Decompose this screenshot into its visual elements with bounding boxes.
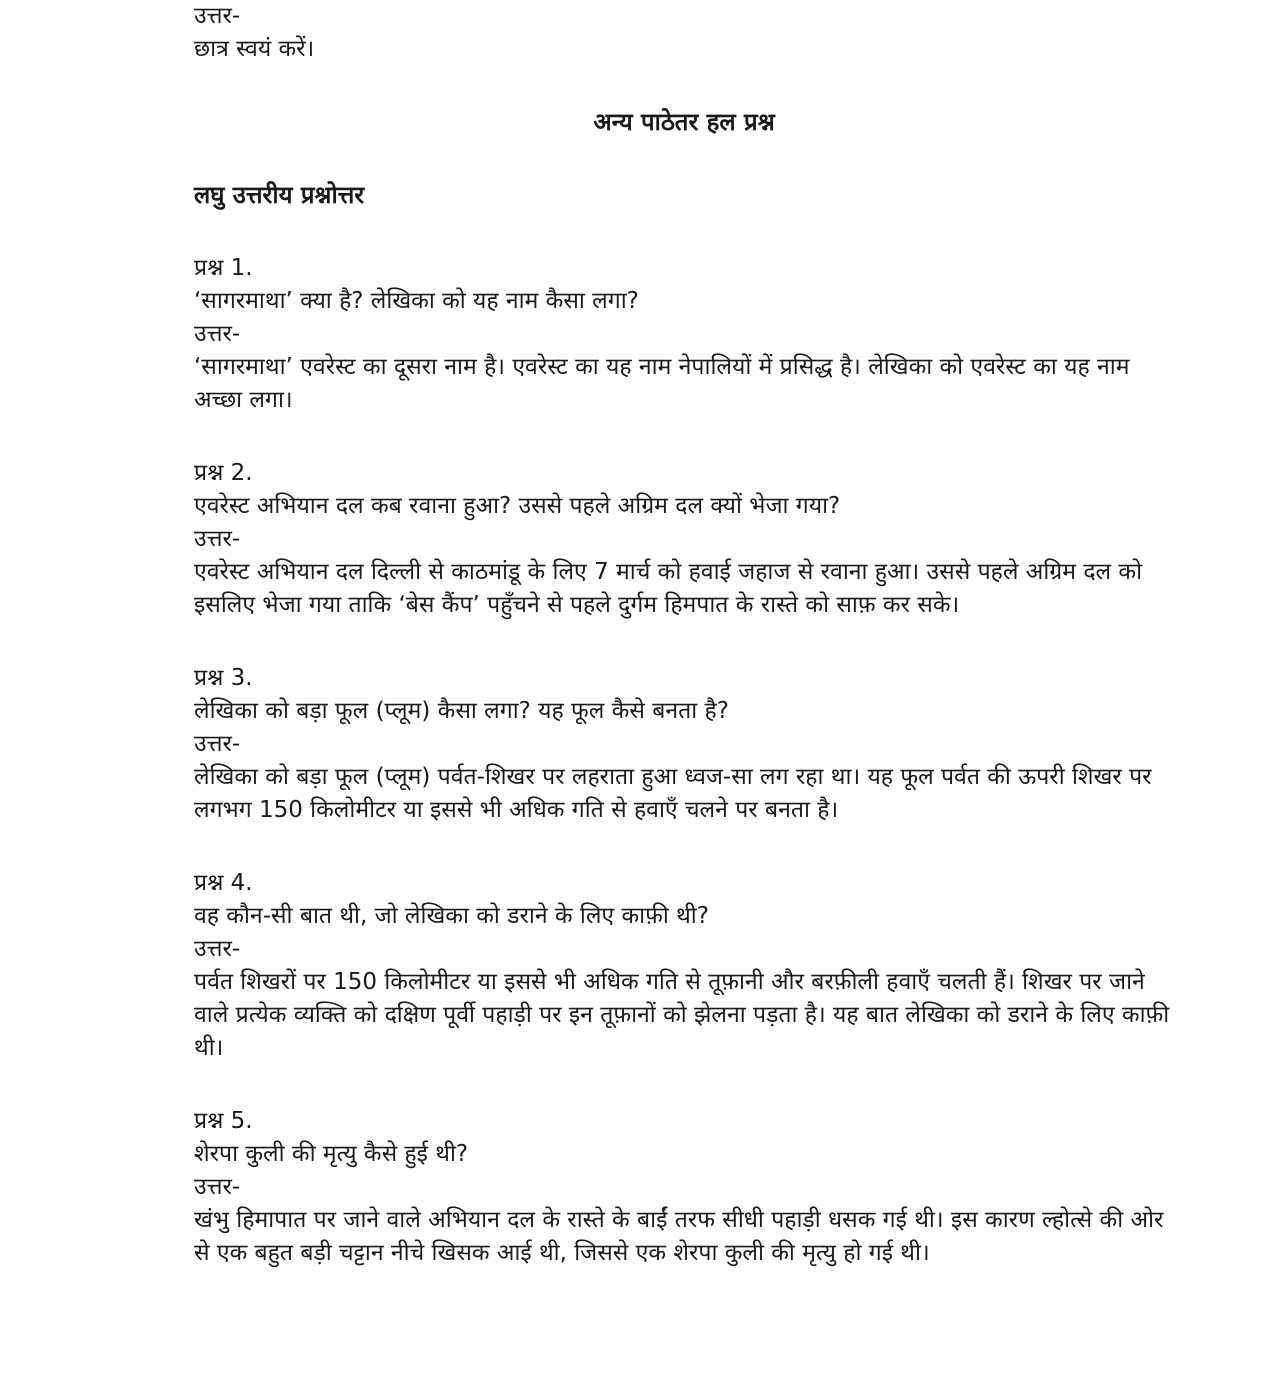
answer-label: उत्तर- xyxy=(194,936,241,962)
answer-label: उत्तर- xyxy=(194,321,241,347)
answer-text: एवरेस्ट अभियान दल दिल्ली से काठमांडू के लिए 7 मार्च को हवाई जहाज से रवाना हुआ। उससे पहले अग्रिम दल को इसलिए भेजा गया ताकि ‘बेस कैंप’ पहुँचने से पहले दुर्गम हिमपात के रास्ते को साफ़ कर सके। xyxy=(194,559,1143,618)
answer-text: पर्वत शिखरों पर 150 किलोमीटर या इससे भी अधिक गति से तूफ़ानी और बरफ़ीली हवाएँ चलती हैं। शिखर पर जाने वाले प्रत्येक व्यक्ति को दक्षिण पूर्वी पहाड़ी पर इन तूफ़ानों को झेलना पड़ता है। यह बात लेखिका को डराने के लिए काफ़ी थी। xyxy=(194,969,1170,1061)
question-block-1 xyxy=(194,252,1174,417)
question-number: प्रश्न 4. xyxy=(194,870,253,896)
answer-label: उत्तर- xyxy=(194,731,241,757)
question-number: प्रश्न 5. xyxy=(194,1108,253,1134)
answer-label: उत्तर- xyxy=(194,1174,241,1200)
question-text: ‘सागरमाथा’ क्या है? लेखिका को यह नाम कैसा लगा? xyxy=(194,288,639,314)
subsection-title: लघु उत्तरीय प्रश्नोत्तर xyxy=(194,181,365,209)
question-number: प्रश्न 2. xyxy=(194,460,253,486)
question-text: एवरेस्ट अभियान दल कब रवाना हुआ? उससे पहले अग्रिम दल क्यों भेजा गया? xyxy=(194,493,841,519)
question-block-4 xyxy=(194,867,1174,1065)
section-title: अन्य पाठेतर हल प्रश्न xyxy=(593,108,775,136)
answer-label: उत्तर- xyxy=(194,526,241,552)
question-number: प्रश्न 1. xyxy=(194,255,253,281)
question-block-5 xyxy=(194,1105,1174,1270)
question-text: वह कौन-सी बात थी, जो लेखिका को डराने के लिए काफ़ी थी? xyxy=(194,903,709,929)
question-block-2 xyxy=(194,457,1174,622)
question-block-3 xyxy=(194,662,1174,827)
answer-text: खंभु हिमापात पर जाने वाले अभियान दल के रास्ते के बाईं तरफ सीधी पहाड़ी धसक गई थी। इस कारण ल्होत्से की ओर से एक बहुत बड़ी चट्टान नीचे खिसक आई थी, जिससे एक शेरपा कुली की मृत्यु हो गई थी। xyxy=(194,1207,1164,1266)
answer-text: लेखिका को बड़ा फूल (प्लूम) पर्वत-शिखर पर लहराता हुआ ध्वज-सा लग रहा था। यह फूल पर्वत की ऊपरी शिखर पर लगभग 150 किलोमीटर या इससे भी अधिक गति से हवाएँ चलने पर बनता है। xyxy=(194,764,1152,823)
answer-text: ‘सागरमाथा’ एवरेस्ट का दूसरा नाम है। एवरेस्ट का यह नाम नेपालियों में प्रसिद्ध है। लेखिका को एवरेस्ट का यह नाम अच्छा लगा। xyxy=(194,354,1130,413)
document-page xyxy=(194,0,1174,1270)
intro-answer-text: छात्र स्वयं करें। xyxy=(194,36,315,62)
intro-answer-label: उत्तर- xyxy=(194,3,241,29)
question-text: शेरपा कुली की मृत्यु कैसे हुई थी? xyxy=(194,1141,469,1167)
question-text: लेखिका को बड़ा फूल (प्लूम) कैसा लगा? यह फूल कैसे बनता है? xyxy=(194,698,729,724)
question-number: प्रश्न 3. xyxy=(194,665,253,691)
